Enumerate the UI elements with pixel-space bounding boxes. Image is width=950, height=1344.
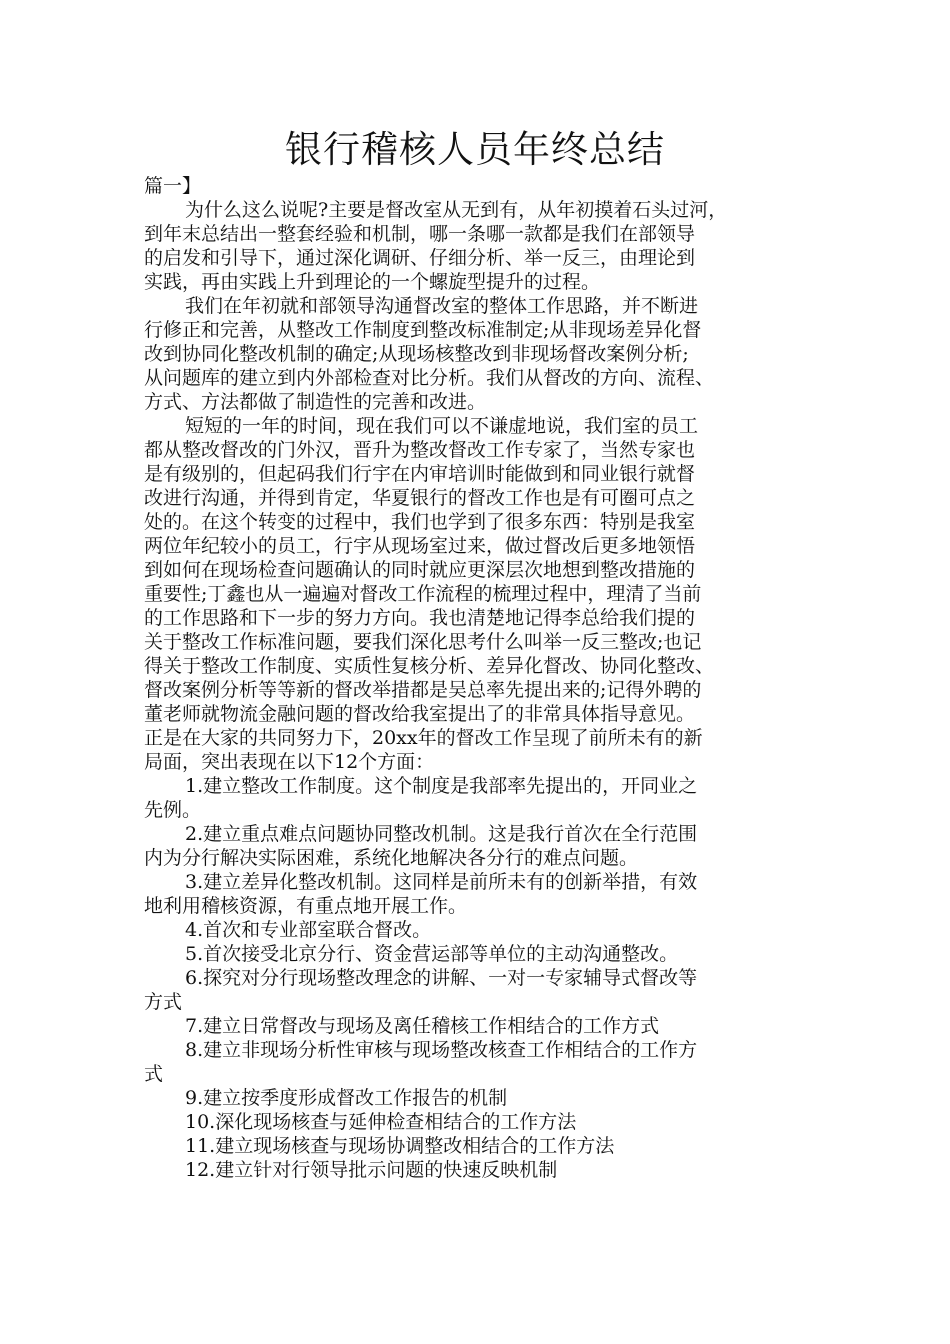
text-line: 改进行沟通，并得到肯定，华夏银行的督改工作也是有可圈可点之 (144, 487, 696, 509)
text-line: 行修正和完善，从整改工作制度到整改标准制定;从非现场差异化督 (144, 319, 702, 341)
text-line: 方式、方法都做了制造性的完善和改进。 (144, 391, 487, 413)
text-line: 4.首次和专业部室联合督改。 (185, 919, 432, 941)
text-line: 的工作思路和下一步的努力方向。我也清楚地记得李总给我们提的 (144, 607, 696, 629)
text-line: 实践，再由实践上升到理论的一个螺旋型提升的过程。 (144, 271, 601, 293)
text-line: 董老师就物流金融问题的督改给我室提出了的非常具体指导意见。 (144, 703, 696, 725)
text-line: 8.建立非现场分析性审核与现场整改核查工作相结合的工作方 (185, 1039, 698, 1061)
text-line: 到如何在现场检查问题确认的同时就应更深层次地想到整改措施的 (144, 559, 696, 581)
text-line: 为什么这么说呢?主要是督改室从无到有，从年初摸着石头过河， (185, 199, 728, 221)
text-line: 篇一】 (144, 175, 202, 197)
document-body (144, 174, 824, 1182)
text-line: 处的。在这个转变的过程中，我们也学到了很多东西：特别是我室 (144, 511, 696, 533)
text-line: 7.建立日常督改与现场及离任稽核工作相结合的工作方式 (185, 1015, 660, 1037)
text-line: 11.建立现场核查与现场协调整改相结合的工作方法 (185, 1135, 615, 1157)
text-line: 督改案例分析等等新的督改举措都是吴总率先提出来的;记得外聘的 (144, 679, 702, 701)
text-line: 12.建立针对行领导批示问题的快速反映机制 (185, 1159, 558, 1181)
text-line: 式 (144, 1063, 164, 1085)
text-line: 我们在年初就和部领导沟通督改室的整体工作思路，并不断进 (185, 295, 699, 317)
text-line: 正是在大家的共同努力下，20xx年的督改工作呈现了前所未有的新 (144, 727, 703, 749)
document-title: 银行稽核人员年终总结 (285, 128, 665, 171)
text-line: 5.首次接受北京分行、资金营运部等单位的主动沟通整改。 (185, 943, 679, 965)
text-line: 两位年纪较小的员工，行宇从现场室过来，做过督改后更多地领悟 (144, 535, 696, 557)
text-line: 方式 (144, 991, 183, 1013)
text-line: 10.深化现场核查与延伸检查相结合的工作方法 (185, 1111, 577, 1133)
text-line: 得关于整改工作制度、实质性复核分析、差异化督改、协同化整改、 (144, 655, 715, 677)
text-line: 9.建立按季度形成督改工作报告的机制 (185, 1087, 508, 1109)
text-line: 先例。 (144, 799, 202, 821)
text-line: 局面，突出表现在以下12个方面： (144, 751, 435, 773)
text-line: 的启发和引导下，通过深化调研、仔细分析、举一反三，由理论到 (144, 247, 696, 269)
text-line: 到年末总结出一整套经验和机制，哪一条哪一款都是我们在部领导 (144, 223, 696, 245)
text-line: 是有级别的，但起码我们行宇在内审培训时能做到和同业银行就督 (144, 463, 696, 485)
text-line: 短短的一年的时间，现在我们可以不谦虚地说，我们室的员工 (185, 415, 699, 437)
text-line: 从问题库的建立到内外部检查对比分析。我们从督改的方向、流程、 (144, 367, 715, 389)
text-line: 6.探究对分行现场整改理念的讲解、一对一专家辅导式督改等 (185, 967, 698, 989)
text-line: 都从整改督改的门外汉，晋升为整改督改工作专家了，当然专家也 (144, 439, 696, 461)
text-line: 重要性;丁鑫也从一遍遍对督改工作流程的梳理过程中，理清了当前 (144, 583, 702, 605)
text-line: 1.建立整改工作制度。这个制度是我部率先提出的，开同业之 (185, 775, 698, 797)
text-line: 2.建立重点难点问题协同整改机制。这是我行首次在全行范围 (185, 823, 698, 845)
text-line: 关于整改工作标准问题，要我们深化思考什么叫举一反三整改;也记 (144, 631, 702, 653)
text-line: 内为分行解决实际困难，系统化地解决各分行的难点问题。 (144, 847, 639, 869)
text-line: 3.建立差异化整改机制。这同样是前所未有的创新举措，有效 (185, 871, 698, 893)
text-line: 改到协同化整改机制的确定;从现场核整改到非现场督改案例分析; (144, 343, 689, 365)
text-line: 地利用稽核资源，有重点地开展工作。 (144, 895, 468, 917)
